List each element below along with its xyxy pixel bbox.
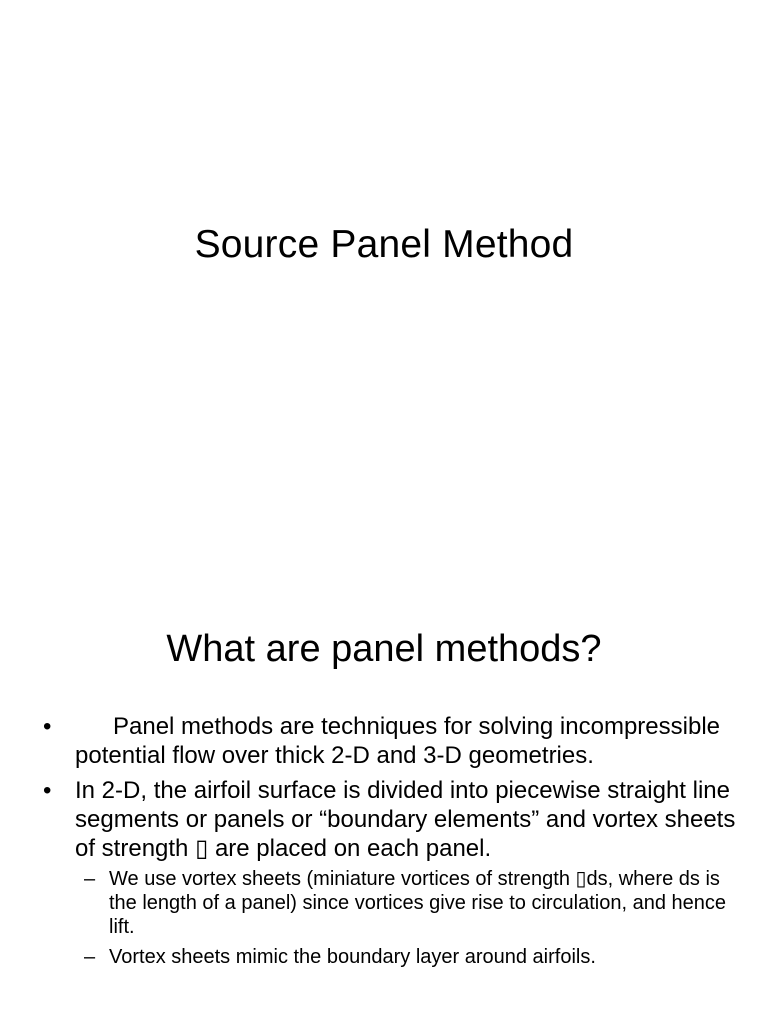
bullet-list xyxy=(0,712,768,969)
page-title: Source Panel Method xyxy=(194,223,574,266)
bullet-text: Panel methods are techniques for solving incompressible potential flow over thick 2-D and 3-D geometries. xyxy=(75,713,720,769)
list-item xyxy=(0,776,768,863)
slide-panel-methods xyxy=(0,576,768,1024)
list-item xyxy=(0,867,768,939)
bullet-text: In 2-D, the airfoil surface is divided into piecewise straight line segments or panels or “boundary elements” and vortex sheets of strength ▯ are placed on each panel. xyxy=(75,777,736,862)
sub-bullet-list xyxy=(0,867,768,969)
bullet-marker: • xyxy=(43,777,52,804)
list-item xyxy=(0,945,768,969)
list-item xyxy=(0,712,768,770)
sub-bullet-marker: – xyxy=(84,946,96,968)
bullet-marker: • xyxy=(43,713,52,740)
sub-bullet-text: We use vortex sheets (miniature vortices of strength ▯ds, where ds is the length of a panel) since vortices give rise to circulation, and hence lift. xyxy=(109,868,727,938)
sub-bullet-text: Vortex sheets mimic the boundary layer around airfoils. xyxy=(109,946,596,968)
slide-heading: What are panel methods? xyxy=(166,628,602,670)
sub-bullet-marker: – xyxy=(84,868,96,890)
